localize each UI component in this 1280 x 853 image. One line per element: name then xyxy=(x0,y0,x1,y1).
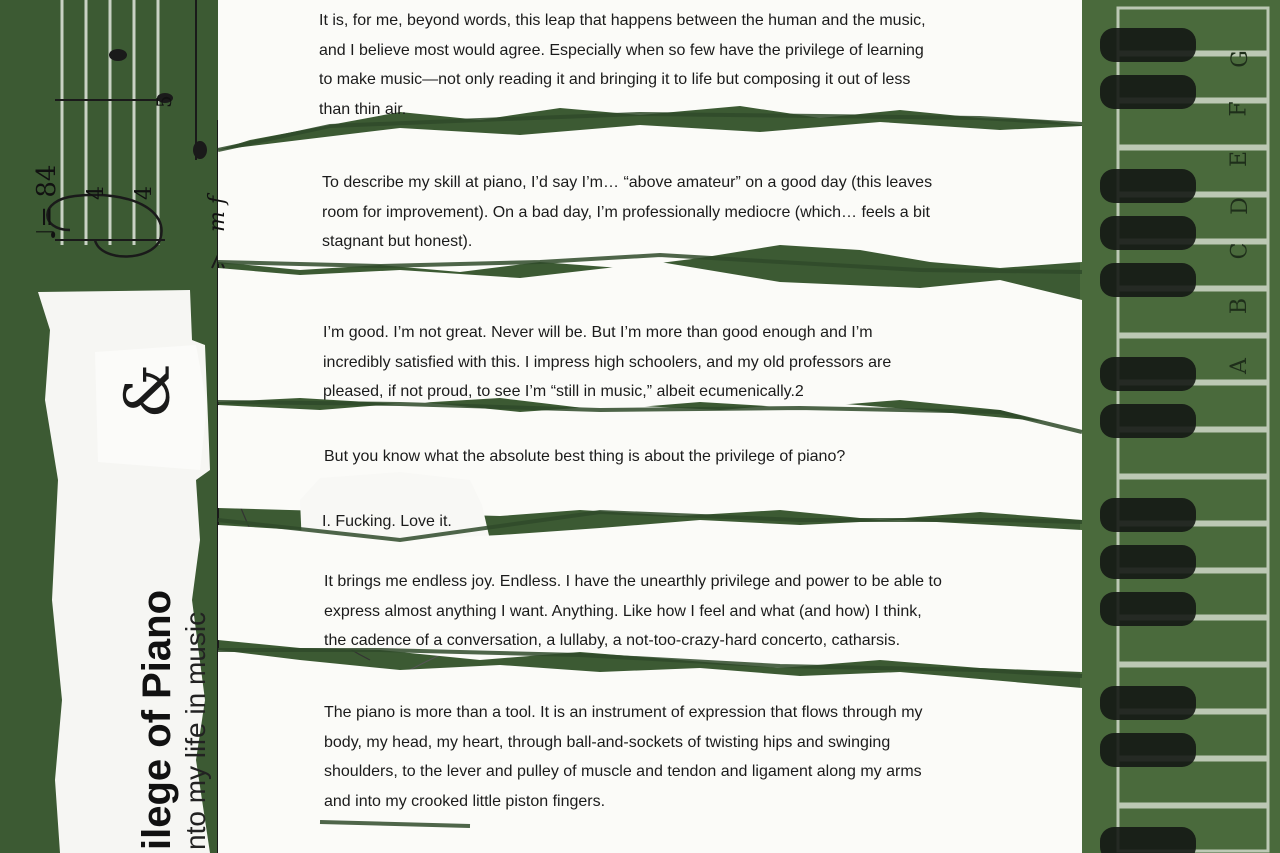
strip-5-text xyxy=(322,507,452,537)
key-label-g: G xyxy=(1227,50,1253,68)
text-line: than thin air. xyxy=(319,100,407,118)
strip-4-text xyxy=(324,442,845,472)
text-line: room for improvement). On a bad day, I’m professionally mediocre (which… feels a bit xyxy=(322,203,930,221)
text-line: stagnant but honest). xyxy=(322,233,473,250)
text-line: the cadence of a conversation, a lullaby, a not-too-crazy-hard concerto, catharsis. xyxy=(324,632,901,649)
text-line: express almost anything I want. Anything. Like how I feel and what (and how) I think, xyxy=(324,602,922,620)
text-line: body, my head, my heart, through ball-and-sockets of twisting hips and swinging xyxy=(324,733,891,751)
strip-6-text xyxy=(324,567,942,656)
time-signature-top: 4 xyxy=(84,186,109,200)
text-line: The piano is more than a tool. It is an instrument of expression that flows through my xyxy=(324,704,923,721)
key-label-c: C xyxy=(1227,242,1253,260)
text-line: I. Fucking. Love it. xyxy=(322,513,452,530)
text-line: and I believe most would agree. Especially when so few have the privilege of learning xyxy=(319,41,924,59)
strip-3-text xyxy=(323,318,891,407)
key-label-f: F xyxy=(1226,101,1252,117)
side-title: ilege of Piano xyxy=(135,589,179,850)
text-line: and into my crooked little piston fingers. xyxy=(324,792,606,810)
key-label-d: D xyxy=(1227,197,1253,215)
strip-2-text xyxy=(322,168,932,257)
side-subtitle: nto my life in music xyxy=(180,611,211,850)
measure-number: 5 xyxy=(152,95,176,108)
text-line: It is, for me, beyond words, this leap that happens between the human and the music, xyxy=(319,12,926,29)
text-line: It brings me endless joy. Endless. I have the unearthly privilege and power to be able to xyxy=(324,573,942,590)
strip-7-text xyxy=(324,698,923,816)
text-line: To describe my skill at piano, I’d say I’m… “above amateur” on a good day (this leaves xyxy=(322,174,933,191)
text-line: But you know what the absolute best thing is about the privilege of piano? xyxy=(324,448,846,465)
ampersand-glyph: & xyxy=(110,363,184,419)
key-label-b: B xyxy=(1227,297,1253,315)
text-line: incredibly satisfied with this. I impress high schoolers, and my old professors are xyxy=(323,353,892,371)
dynamic-marking: m f xyxy=(205,196,230,232)
strip-1-text xyxy=(319,6,926,124)
time-signature-bottom: 4 xyxy=(132,186,157,200)
text-line: shoulders, to the lever and pulley of muscle and tendon and ligament along my arms xyxy=(324,763,922,780)
text-line: to make music—not only reading it and bringing it to life but composing it out of less xyxy=(319,71,911,88)
tempo-marking: ♩= 84 xyxy=(32,164,62,240)
text-line: pleased, if not proud, to see I’m “still in music,” albeit ecumenically.2 xyxy=(323,383,804,400)
key-label-e: E xyxy=(1227,150,1253,168)
text-line: I’m good. I’m not great. Never will be. But I’m more than good enough and I’m xyxy=(323,324,873,341)
key-label-a: A xyxy=(1226,358,1252,374)
